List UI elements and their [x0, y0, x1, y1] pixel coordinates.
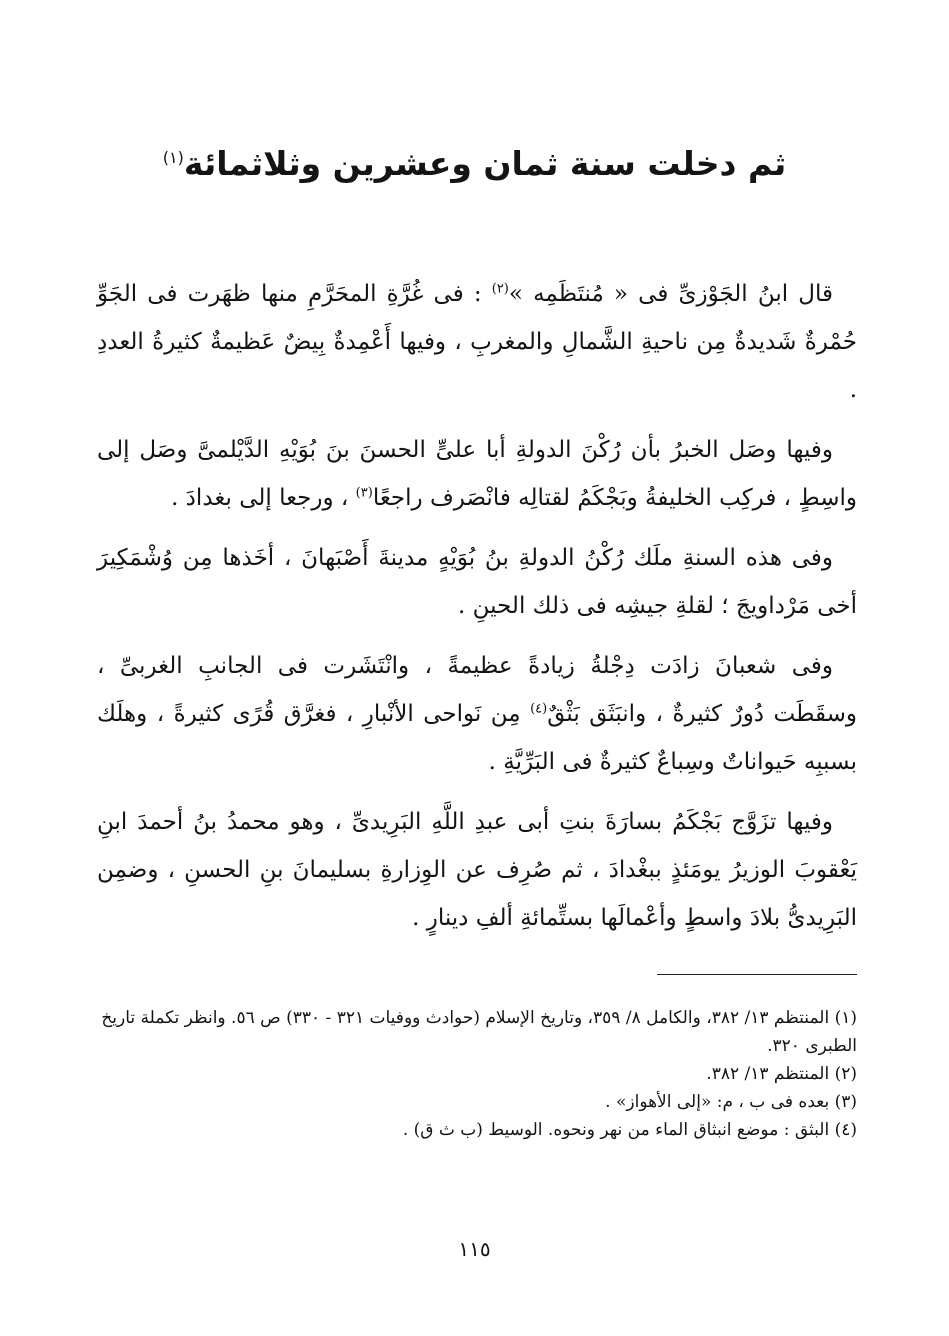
- footnote-ref-2: (٢): [491, 281, 509, 297]
- paragraph-1-text-cont: : فى غُرَّةِ المحَرَّمِ منها ظهَرت فى الجَوِّ حُمْرةٌ شَديدةٌ مِن ناحيةِ الشَّمالِ والمغربِ ، وفيها أَعْمِدةٌ بِيضٌ عَظيمةٌ كثيرةُ العددِ .: [97, 281, 857, 403]
- chapter-title: [140, 128, 809, 194]
- footnote-1: (١) المنتظم ١٣/ ٣٨٢، والكامل ٨/ ٣٥٩، وتاريخ الإسلام (حوادث ووفيات ٣٢١ - ٣٣٠) ص ٥٦. وانظر تكملة تاريخ الطبرى ٣٢٠.: [101, 1008, 857, 1056]
- paragraph-2-text: وفيها وصَل الخبرُ بأن رُكْنَ الدولةِ أبا علىٍّ الحسنَ بنَ بُوَيْهِ الدَّيْلمىَّ وصَل إلى واسِطٍ ، فركِب الخليفةُ وبَجْكَمُ لقتالِه فانْصَرف راجعًا: [97, 437, 857, 511]
- paragraph-4-text: وفى شعبانَ زادَت دِجْلةُ زيادةً عظيمةً ، وانْتَشَرت فى الجانبِ الغربىِّ ، وسقَطَت دُورٌ كثيرةٌ ، وانبَثَق بَثْقٌ: [97, 653, 857, 727]
- footnote-3: (٣) بعده فى ب ، م: «إلى الأهواز» .: [605, 1092, 857, 1112]
- footnote-ref-3: (٣): [355, 485, 373, 501]
- main-text: [97, 270, 857, 954]
- page-number: ١١٥: [458, 1237, 491, 1261]
- footnotes: [97, 1004, 857, 1144]
- paragraph-4: [97, 642, 857, 786]
- footnote-divider: [657, 974, 857, 975]
- paragraph-5-text: وفيها تزَوَّج بَجْكَمُ بسارَةَ بنتِ أبى عبدِ اللَّهِ البَرِيدىِّ ، وهو محمدُ بنُ أحمدَ ابنِ يَعْقوبَ الوزيرُ يومَئذٍ ببغْدادَ ، ثم صُرِف عن الوِزارةِ بسليمانَ بنِ الحسنِ ، وضمِن البَرِيدىُّ بلادَ واسطٍ وأعْمالَها بستِّمائةِ ألفِ دينارٍ .: [97, 809, 857, 931]
- paragraph-3: [97, 534, 857, 630]
- footnote-ref-title: (١): [162, 148, 184, 167]
- paragraph-1-text: قال ابنُ الجَوْزىِّ فى « مُنتَظَمِه »: [508, 281, 833, 307]
- footnote-4: (٤) البثق : موضع انبثاق الماء من نهر ونحوه. الوسيط (ب ث ق) .: [402, 1120, 857, 1140]
- footnote-ref-4: (٤): [530, 701, 548, 717]
- footnote-2: (٢) المنتظم ١٣/ ٣٨٢.: [706, 1064, 857, 1084]
- paragraph-5: [97, 798, 857, 942]
- paragraph-2-text-cont: ، ورجعا إلى بغدادَ .: [171, 485, 356, 511]
- paragraph-2: [97, 426, 857, 522]
- chapter-title-text: ثم دخلت سنة ثمان وعشرين وثلاثمائة: [183, 144, 787, 183]
- paragraph-1: [97, 270, 857, 414]
- paragraph-3-text: وفى هذه السنةِ ملَك رُكْنُ الدولةِ بنُ بُوَيْهٍ مدينةَ أَصْبَهانَ ، أخَذها مِن وُشْمَكِيرَ أخى مَرْداويجَ ؛ لقلةِ جيشِه فى ذلك الحينِ .: [97, 545, 857, 619]
- paragraph-4-text-cont: مِن نَواحى الأنْبارِ ، فغرَّق قُرًى كثيرةً ، وهلَك بسببِه حَيواناتٌ وسِباعٌ كثيرةٌ فى البَرِّيَّةِ .: [97, 701, 857, 775]
